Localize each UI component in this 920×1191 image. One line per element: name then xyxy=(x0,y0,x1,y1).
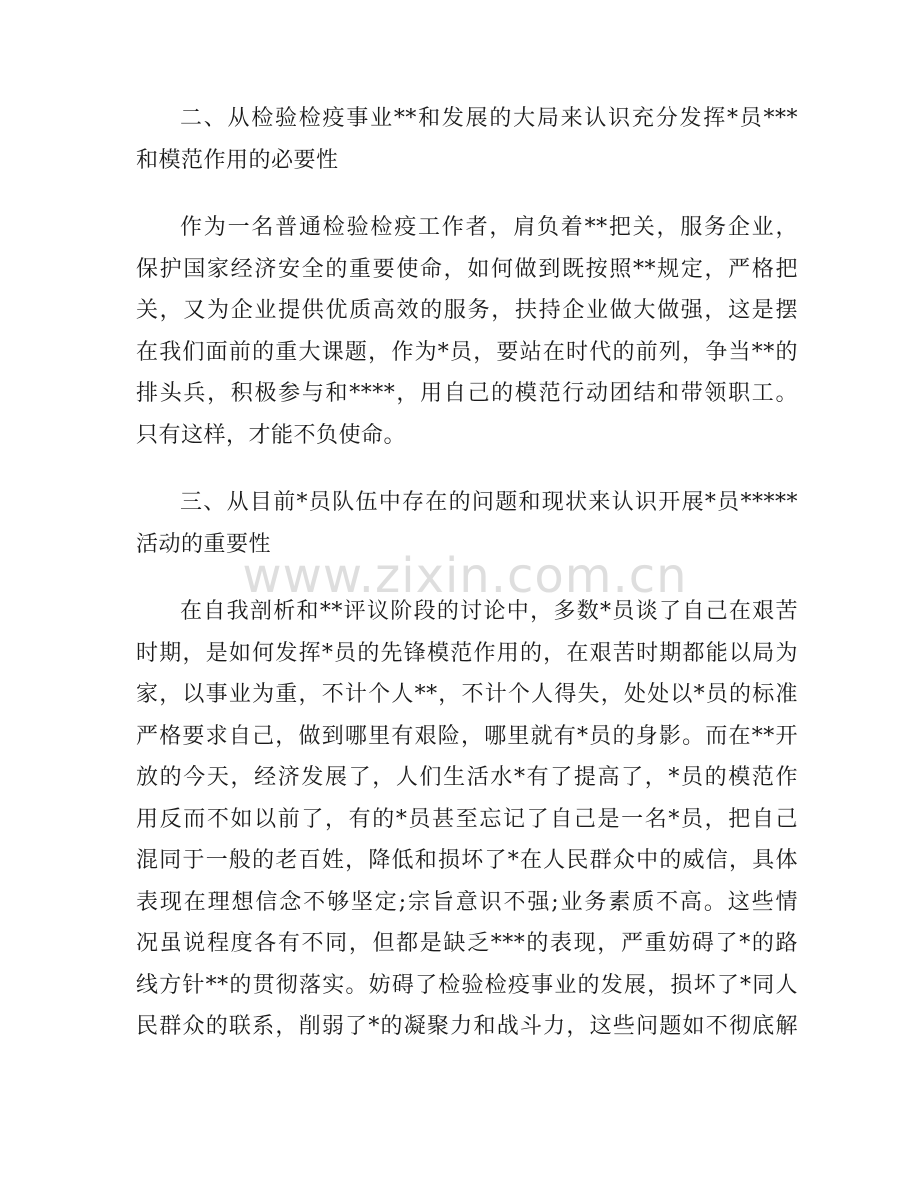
paragraph-line: 关，又为企业提供优质高效的服务，扶持企业做大做强，这是摆 xyxy=(136,298,798,323)
paragraph-line: 在我们面前的重大课题，作为*员，要站在时代的前列，争当**的 xyxy=(136,339,798,365)
paragraph-line: 只有这样，才能不负使命。 xyxy=(136,422,407,448)
heading-line: 二、从检验检疫事业**和发展的大局来认识充分发挥*员*** xyxy=(180,106,798,131)
section-paragraph-3 xyxy=(136,591,798,1048)
paragraph-line: 作为一名普通检验检疫工作者，肩负着**把关，服务企业， xyxy=(180,215,798,240)
paragraph-line: 放的今天，经济发展了，人们生活水*有了提高了，*员的模范作 xyxy=(136,765,798,790)
heading-line: 和模范作用的必要性 xyxy=(136,147,339,173)
paragraph-line: 在自我剖析和**评议阶段的讨论中，多数*员谈了自己在艰苦 xyxy=(180,599,798,624)
section-heading-2 xyxy=(136,98,798,181)
paragraph-line: 时期，是如何发挥*员的先锋模范作用的，在艰苦时期都能以局为 xyxy=(136,640,798,666)
heading-line: 活动的重要性 xyxy=(136,531,272,557)
watermark: www.zixin.com.cn xyxy=(242,548,688,604)
paragraph-line: 民群众的联系，削弱了*的凝聚力和战斗力，这些问题如不彻底解 xyxy=(136,1014,798,1039)
paragraph-line: 线方针**的贯彻落实。妨碍了检验检疫事业的发展，损坏了*同人 xyxy=(136,972,798,998)
section-paragraph-2 xyxy=(136,207,798,456)
paragraph-line: 表现在理想信念不够坚定;宗旨意识不强;业务素质不高。这些情 xyxy=(136,889,798,915)
paragraph-line: 严格要求自己，做到哪里有艰险，哪里就有*员的身影。而在**开 xyxy=(136,723,798,749)
heading-line: 三、从目前*员队伍中存在的问题和现状来认识开展*员***** xyxy=(180,490,798,515)
paragraph-line: 排头兵，积极参与和****，用自己的模范行动团结和带领职工。 xyxy=(136,381,798,406)
paragraph-line: 况虽说程度各有不同，但都是缺乏***的表现，严重妨碍了*的路 xyxy=(136,931,798,956)
paragraph-line: 混同于一般的老百姓，降低和损坏了*在人民群众中的威信，具体 xyxy=(136,848,798,873)
paragraph-line: 保护国家经济安全的重要使命，如何做到既按照**规定，严格把 xyxy=(136,256,798,282)
paragraph-line: 家，以事业为重，不计个人**，不计个人得失，处处以*员的标准 xyxy=(136,682,798,707)
paragraph-line: 用反而不如以前了，有的*员甚至忘记了自己是一名*员，把自己 xyxy=(136,806,798,832)
